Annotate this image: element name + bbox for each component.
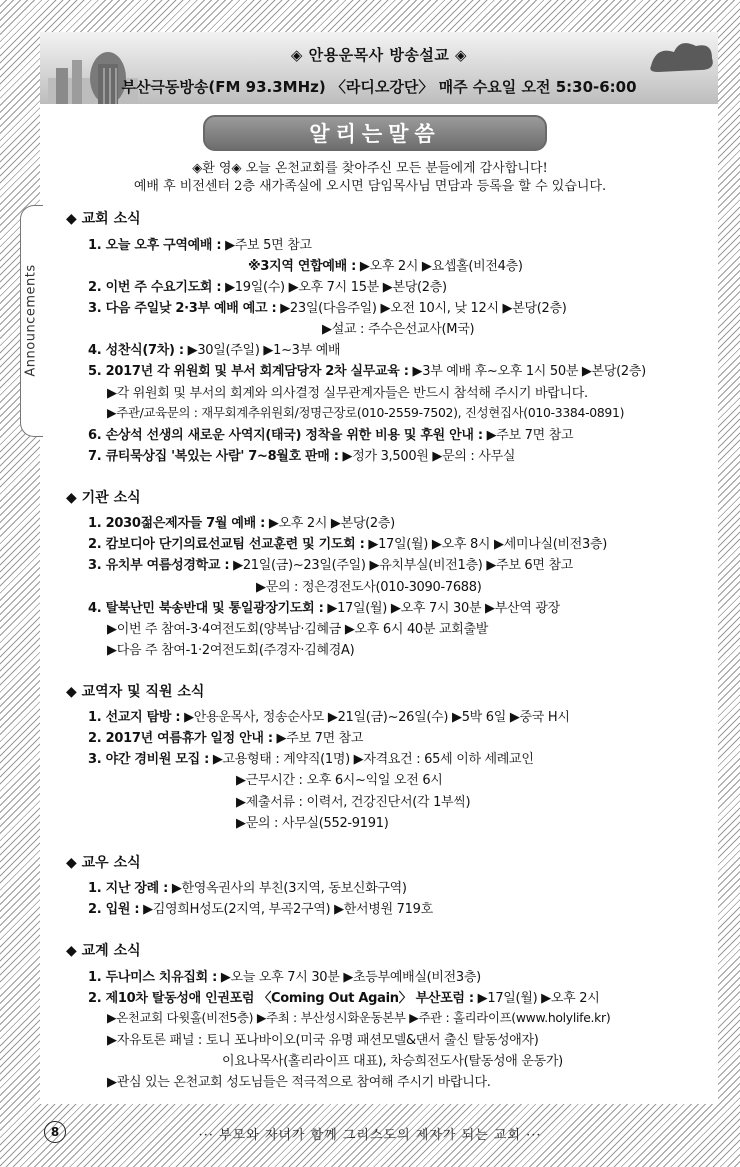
section-staff-title: ◆ 교역자 및 직원 소식 xyxy=(66,684,205,700)
church-item-5-note: ▶각 위원회 및 부서의 회계와 의사결정 실무관계자들은 반드시 참석해 주시기 바랍니다. xyxy=(107,386,588,401)
member-item-1: 1. 지난 장례 : ▶한영옥권사의 부친(3지역, 동보신화구역) xyxy=(88,881,407,896)
church-item-6: 6. 손상석 선생의 새로운 사역지(태국) 정착을 위한 비용 및 후원 안내 : ▶주보 7면 참고 xyxy=(88,428,574,443)
church-item-1: 1. 오늘 오후 구역예배 : ▶주보 5면 참고 xyxy=(88,238,312,253)
section-org-title: ◆ 기관 소식 xyxy=(66,490,141,506)
church-item-4: 4. 성찬식(7차) : ▶30일(주일) ▶1~3부 예배 xyxy=(88,343,341,358)
world-item-1: 1. 두나미스 치유집회 : ▶오늘 오후 7시 30분 ▶초등부예배실(비전3층) xyxy=(88,970,481,985)
broadcast-schedule: 부산극동방송(FM 93.3MHz) 〈라디오강단〉 매주 수요일 오전 5:30-6:00 xyxy=(121,78,637,96)
announcements-banner: 알리는말씀 xyxy=(203,115,547,151)
staff-item-2: 2. 2017년 여름휴가 일정 안내 : ▶주보 7면 참고 xyxy=(88,731,364,746)
church-item-5: 5. 2017년 각 위원회 및 부서 회계담당자 2차 실무교육 : ▶3부 예배 후~오후 1시 50분 ▶본당(2층) xyxy=(88,364,646,379)
welcome-line-2: 예배 후 비전센터 2층 새가족실에 오시면 담임목사님 면담과 등록을 할 수 있습니다. xyxy=(133,179,607,194)
staff-item-3-contact: ▶문의 : 사무실(552-9191) xyxy=(236,816,389,831)
org-item-4-sub-1: ▶이번 주 참여-3·4여전도회(양복남·김혜금 ▶오후 6시 40분 교회출발 xyxy=(107,622,489,637)
org-item-4-sub-2: ▶다음 주 참여-1·2여전도회(주경자·김혜경A) xyxy=(107,643,355,658)
staff-item-3-hours: ▶근무시간 : 오후 6시~익일 오전 6시 xyxy=(236,773,443,788)
side-label-wrap xyxy=(20,205,42,435)
org-item-1: 1. 2030젊은제자들 7월 예배 : ▶오후 2시 ▶본당(2층) xyxy=(88,516,395,531)
org-item-2: 2. 캄보디아 단기의료선교팀 선교훈련 및 기도회 : ▶17일(월) ▶오후 8시 ▶세미나실(비전3층) xyxy=(88,537,608,552)
world-item-2-panel: ▶자유토론 패널 : 토니 포나바이오(미국 유명 패션모델&댄서 출신 탈동성애자) xyxy=(107,1033,539,1048)
world-item-2: 2. 제10차 탈동성애 인권포럼 〈Coming Out Again〉 부산포럼 : ▶17일(월) ▶오후 2시 xyxy=(88,991,600,1006)
church-item-5-contact: ▶주관/교육문의 : 재무회계추위원회/정명근장로(010-2559-7502), 진성현집사(010-3384-0891) xyxy=(107,405,625,420)
church-item-1-sub: ※3지역 연합예배 : ▶오후 2시 ▶요셉홀(비전4층) xyxy=(248,259,523,274)
world-item-2-host: ▶온천교회 다윗홀(비전5층) ▶주최 : 부산성시화운동본부 ▶주관 : 홀리라이프(www.holylife.kr) xyxy=(107,1010,611,1025)
staff-item-1: 1. 선교지 탐방 : ▶안용운목사, 정송순사모 ▶21일(금)~26일(수) ▶5박 6일 ▶중국 H시 xyxy=(88,710,570,725)
broadcast-header xyxy=(40,32,718,104)
section-church-title: ◆ 교회 소식 xyxy=(66,211,141,227)
footer-motto: ··· 부모와 자녀가 함께 그리스도의 제자가 되는 교회 ··· xyxy=(198,1128,542,1143)
world-item-2-note: ▶관심 있는 온천교회 성도님들은 적극적으로 참여해 주시기 바랍니다. xyxy=(107,1075,491,1090)
welcome-line-1: ◈환 영◈ 오늘 온천교회를 찾아주신 모든 분들에게 감사합니다! xyxy=(192,161,548,176)
section-world-title: ◆ 교계 소식 xyxy=(66,943,141,959)
org-item-3: 3. 유치부 여름성경학교 : ▶21일(금)~23일(주일) ▶유치부실(비전1층) ▶주보 6면 참고 xyxy=(88,558,573,573)
side-label: Announcements xyxy=(23,263,39,377)
org-item-4: 4. 탈북난민 북송반대 및 통일광장기도회 : ▶17일(월) ▶오후 7시 30분 ▶부산역 광장 xyxy=(88,601,560,616)
church-item-7: 7. 큐티묵상집 '복있는 사람' 7~8월호 판매 : ▶정가 3,500원 ▶문의 : 사무실 xyxy=(88,449,516,464)
broadcast-title: ◈ 안용운목사 방송설교 ◈ xyxy=(290,46,468,64)
org-item-3-sub: ▶문의 : 정은경전도사(010-3090-7688) xyxy=(256,580,482,595)
church-item-3: 3. 다음 주일낮 2·3부 예배 예고 : ▶23일(다음주일) ▶오전 10시, 낮 12시 ▶본당(2층) xyxy=(88,301,567,316)
section-member-title: ◆ 교우 소식 xyxy=(66,855,141,871)
church-item-2: 2. 이번 주 수요기도회 : ▶19일(수) ▶오후 7시 15분 ▶본당(2층) xyxy=(88,280,447,295)
cloud-icon xyxy=(646,36,716,76)
staff-item-3-docs: ▶제출서류 : 이력서, 건강진단서(각 1부씩) xyxy=(236,795,471,810)
world-item-2-panel-2: 이요나목사(홀리라이프 대표), 차승희전도사(탈동성애 운동가) xyxy=(222,1054,563,1069)
page-number: 8 xyxy=(44,1121,66,1143)
church-item-3-sub: ▶설교 : 주수은선교사(M국) xyxy=(322,322,475,337)
staff-item-3: 3. 야간 경비원 모집 : ▶고용형태 : 계약직(1명) ▶자격요건 : 65세 이하 세례교인 xyxy=(88,752,534,767)
member-item-2: 2. 입원 : ▶김영희H성도(2지역, 부곡2구역) ▶한서병원 719호 xyxy=(88,902,433,917)
